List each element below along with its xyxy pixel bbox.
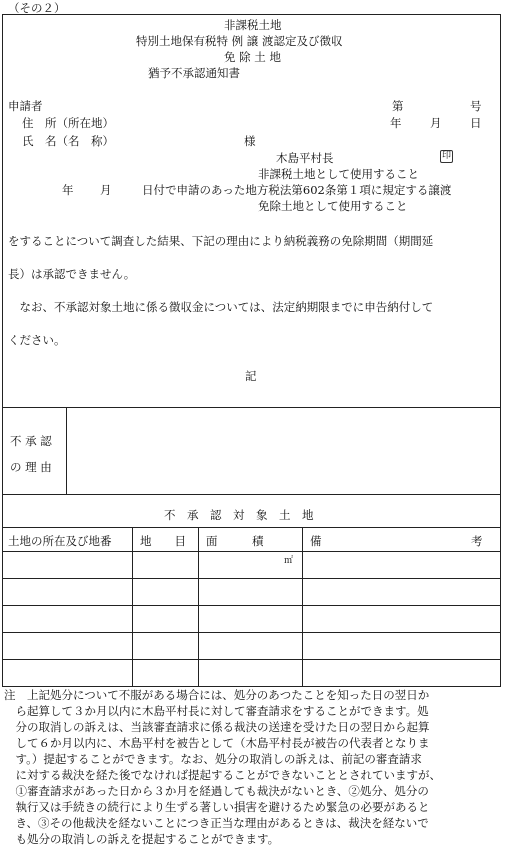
applicant-label: 申請者	[8, 99, 43, 113]
reason-divider	[66, 407, 67, 494]
address-label: 住 所（所在地）	[22, 116, 114, 130]
date-year: 年	[390, 116, 402, 130]
note-line: ら起算して３か月以内に木島平村長に対して審査請求をすることができます。処	[4, 704, 429, 718]
name-label: 氏 名（名 称）	[22, 134, 114, 148]
title-line-4: 猶予不承認通知書	[148, 66, 240, 80]
table-title: 不 承 認 対 象 土 地	[164, 508, 314, 522]
table-row	[2, 632, 501, 633]
col-header-location: 土地の所在及び地番	[8, 534, 112, 548]
title-line-3: 免 除 土 地	[224, 50, 281, 64]
number-go: 号	[470, 99, 482, 113]
para2-line2: ください。	[8, 333, 66, 347]
body-year: 年	[62, 183, 74, 197]
reason-top-border	[2, 407, 501, 408]
note-line: 注 上記処分について不服がある場合には、処分のあつたことを知った日の翌日か	[4, 688, 430, 702]
note-line: き、③その他裁決を経ないことにつき正当な理由があるときは、裁決を経ないで	[4, 816, 429, 830]
issuer-name: 木島平村長	[276, 151, 334, 165]
note-line: す。）提起することができます。なお、処分の取消しの訴えは、前記の審査請求	[4, 752, 422, 766]
note-line: ①審査請求があった日から３か月を経過しても裁決がないとき、②処分、処分の	[4, 784, 429, 798]
date-month: 月	[430, 116, 442, 130]
option-exempt: 免除土地として使用すること	[258, 199, 408, 213]
reason-label-2: の 理 由	[10, 460, 52, 474]
page-label: （その２）	[8, 1, 66, 15]
col-divider-2	[198, 527, 199, 687]
para1-line1: をすることについて調査した結果、下記の理由により納税義務の免除期間（期間延	[8, 234, 434, 248]
note-line: も処分の取消しの訴えを提起することができます。	[4, 832, 280, 846]
col-divider-1	[132, 527, 133, 687]
table-row	[2, 605, 501, 606]
note-line: 分の取消しの訴えは、当該審査請求に係る裁決の送達を受けた日の翌日から起算	[4, 720, 430, 734]
number-dai: 第	[392, 99, 404, 113]
col-header-land-type: 地 目	[140, 534, 186, 548]
para1-line2: 長）は承認できません。	[8, 267, 136, 281]
col-header-remarks: 備 考	[310, 534, 483, 548]
ki-mark: 記	[245, 369, 257, 383]
option-non-taxable: 非課税土地として使用すること	[258, 167, 419, 181]
para2-line1: なお、不承認対象土地に係る徴収金については、法定納期限までに申告納付して	[8, 300, 434, 314]
seal-mark: 印	[441, 151, 451, 161]
col-divider-3	[302, 527, 303, 687]
application-text: 日付で申請のあった地方税法第602条第１項に規定する譲渡	[142, 183, 452, 197]
table-header-border	[2, 551, 501, 552]
table-row	[2, 578, 501, 579]
title-line-1: 非課税土地	[224, 18, 282, 32]
area-unit: ㎡	[284, 556, 294, 566]
table-row	[2, 659, 501, 660]
body-month: 月	[100, 183, 112, 197]
col-header-area: 面 積	[206, 534, 264, 548]
table-title-border	[2, 527, 501, 528]
table-top-border	[2, 494, 501, 495]
title-line-2: 特別土地保有税特 例 譲 渡認定及び徴収	[136, 34, 343, 48]
note-line: 執行又は手続きの続行により生ずる著しい損害を避けるため緊急の必要があると	[4, 800, 430, 814]
note-line: に対する裁決を経た後でなければ提起することができないこととされていますが、	[4, 768, 441, 782]
honorific-sama: 様	[244, 134, 256, 148]
reason-label-1: 不 承 認	[10, 434, 52, 448]
date-day: 日	[470, 116, 482, 130]
note-line: して６か月以内に、木島平村を被告として（木島平村長が被告の代表者となりま	[4, 736, 430, 750]
note-block	[4, 687, 516, 847]
